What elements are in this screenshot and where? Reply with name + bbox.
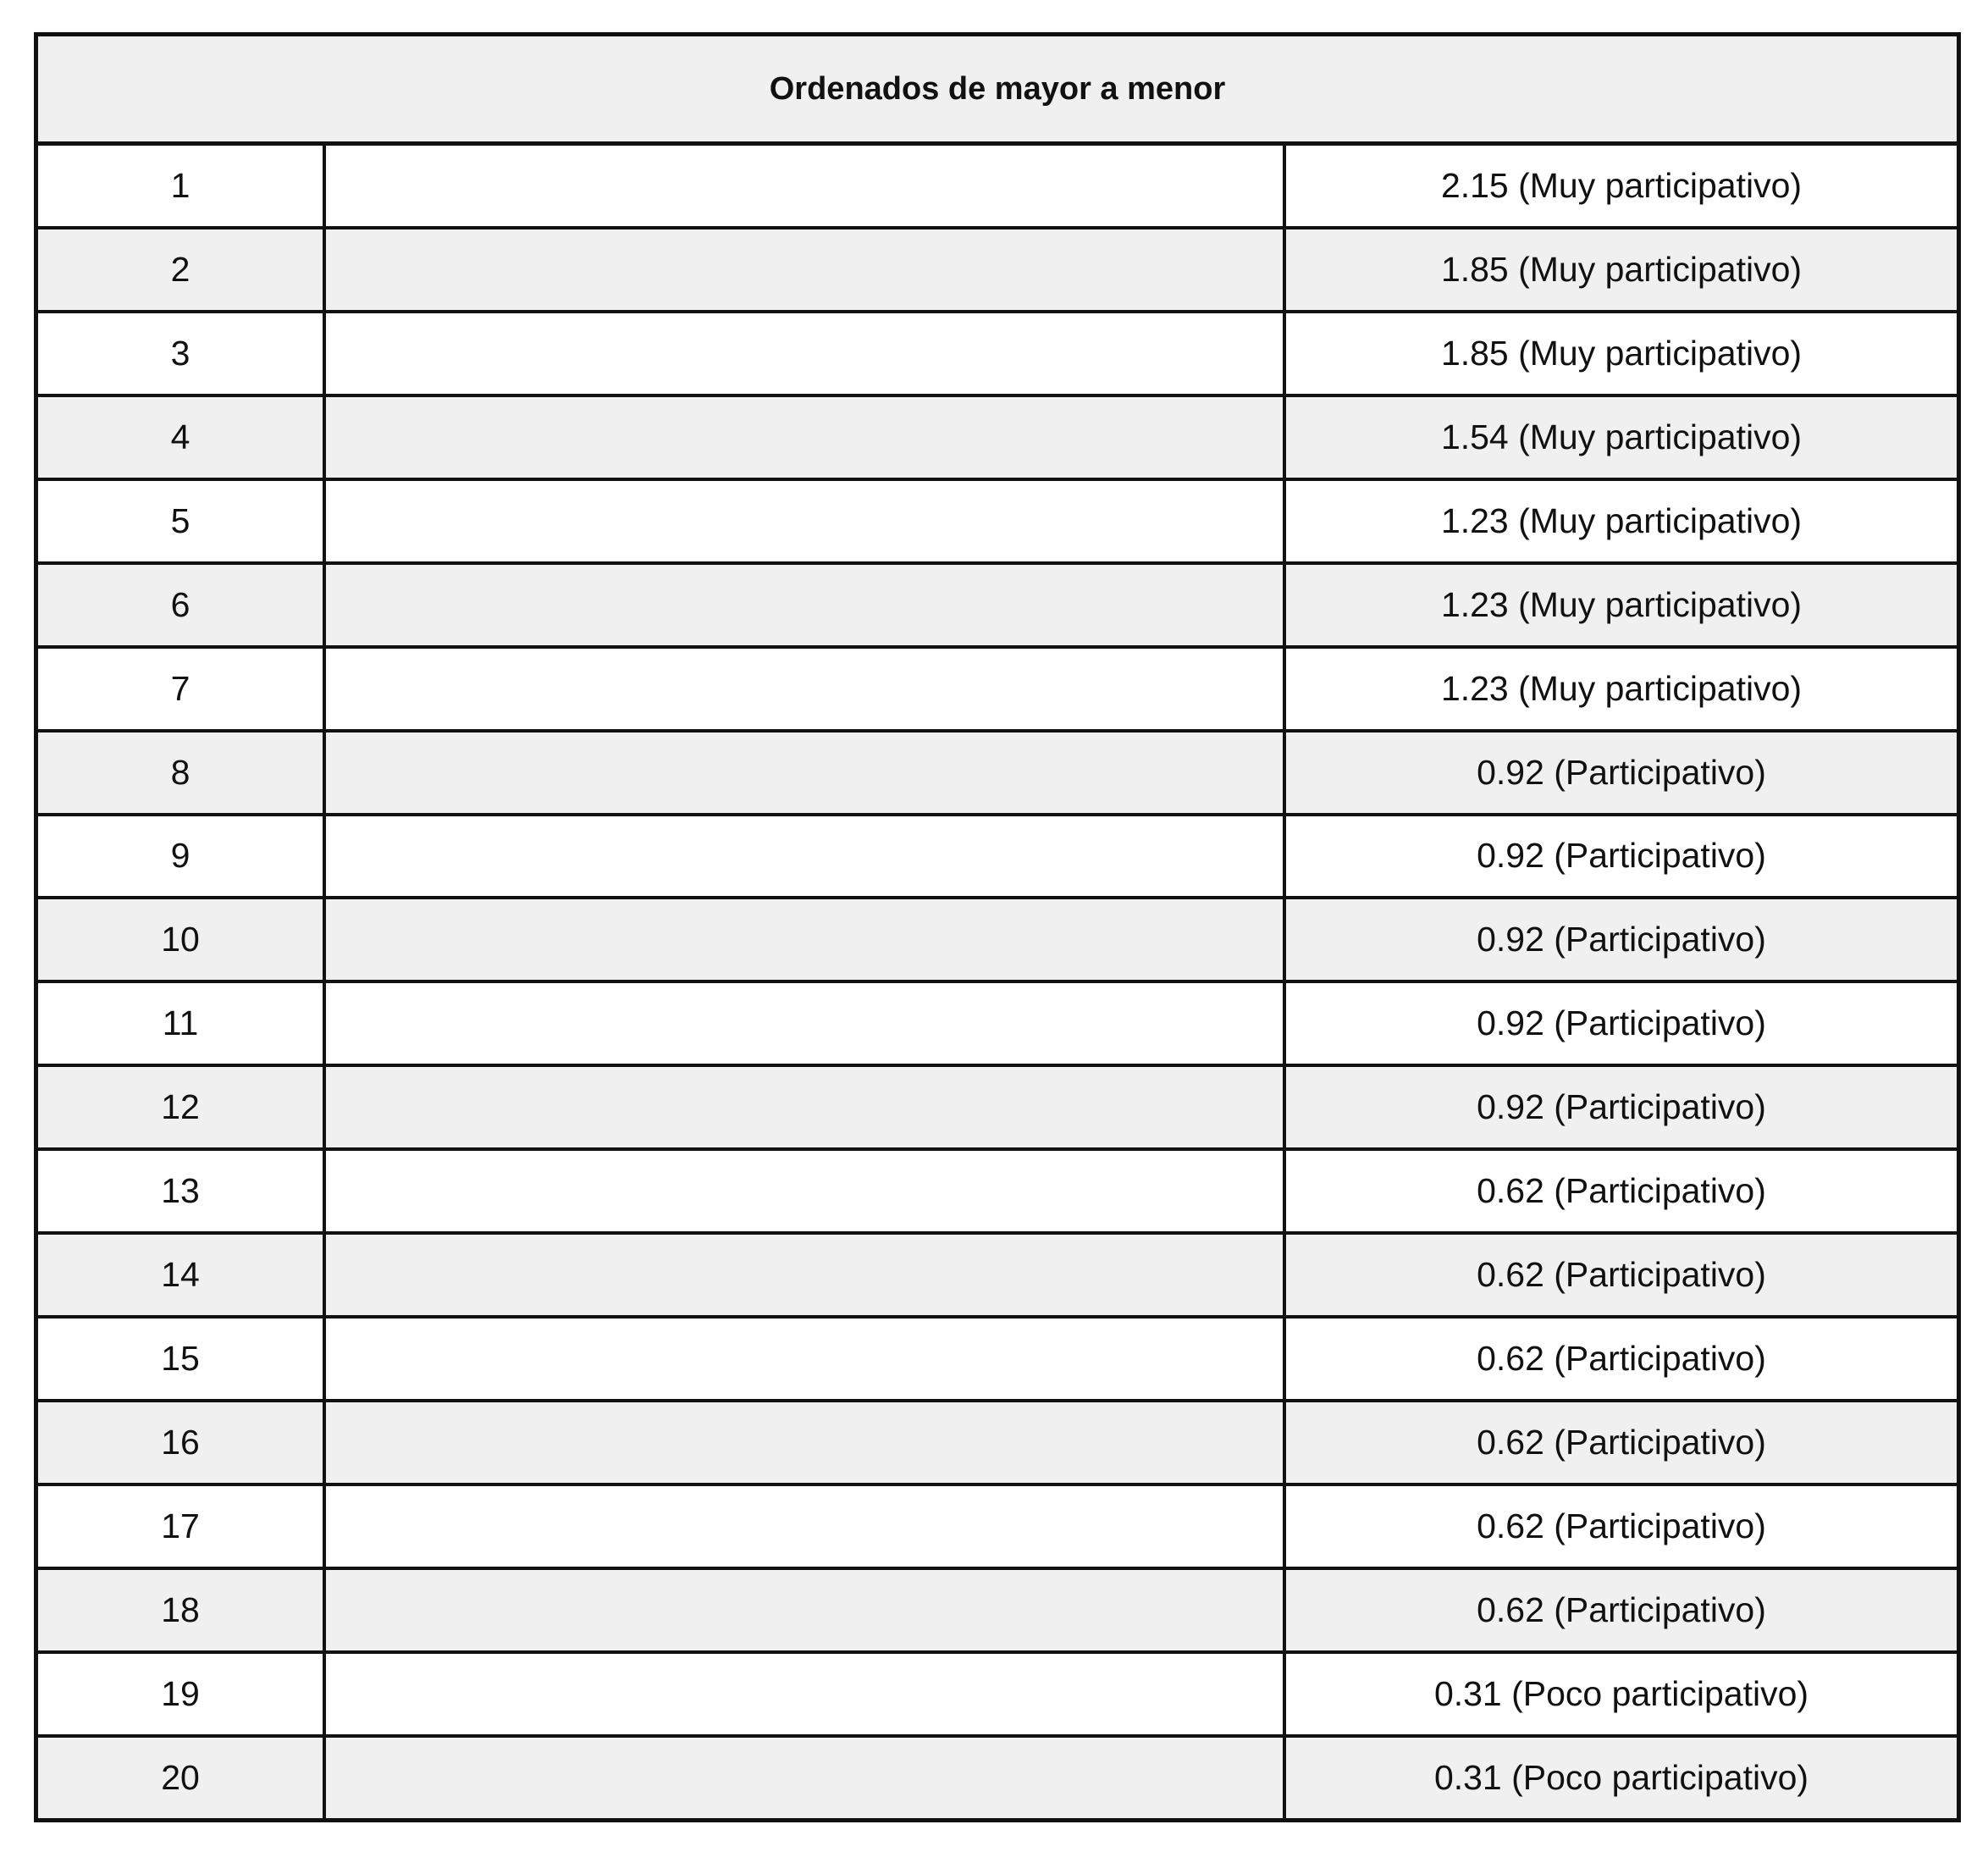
rank-cell: 17 — [38, 1484, 324, 1568]
name-cell — [324, 1233, 1284, 1317]
name-cell — [324, 1317, 1284, 1401]
table-row — [38, 479, 1957, 563]
score-cell: 0.92 (Participativo) — [1284, 815, 1957, 898]
name-cell — [324, 815, 1284, 898]
rank-cell: 10 — [38, 898, 324, 981]
score-cell: 1.85 (Muy participativo) — [1284, 228, 1957, 312]
rank-cell: 12 — [38, 1065, 324, 1149]
table-row — [38, 228, 1957, 312]
table-row — [38, 395, 1957, 479]
score-cell: 2.15 (Muy participativo) — [1284, 144, 1957, 228]
name-cell — [324, 981, 1284, 1065]
ranking-table — [38, 36, 1957, 1818]
table-row — [38, 312, 1957, 395]
score-cell: 1.23 (Muy participativo) — [1284, 479, 1957, 563]
table-row — [38, 815, 1957, 898]
table-row — [38, 563, 1957, 647]
table-row — [38, 1484, 1957, 1568]
name-cell — [324, 1568, 1284, 1652]
table-row — [38, 1401, 1957, 1484]
table-row — [38, 1568, 1957, 1652]
rank-cell: 16 — [38, 1401, 324, 1484]
name-cell — [324, 1149, 1284, 1233]
rank-cell: 3 — [38, 312, 324, 395]
table-row — [38, 1149, 1957, 1233]
score-cell: 0.92 (Participativo) — [1284, 898, 1957, 981]
score-cell: 1.85 (Muy participativo) — [1284, 312, 1957, 395]
score-cell: 1.54 (Muy participativo) — [1284, 395, 1957, 479]
score-cell: 0.62 (Participativo) — [1284, 1484, 1957, 1568]
name-cell — [324, 1401, 1284, 1484]
rank-cell: 8 — [38, 731, 324, 815]
table-row — [38, 981, 1957, 1065]
name-cell — [324, 312, 1284, 395]
score-cell: 0.92 (Participativo) — [1284, 1065, 1957, 1149]
score-cell: 0.62 (Participativo) — [1284, 1233, 1957, 1317]
table-row — [38, 144, 1957, 228]
score-cell: 0.62 (Participativo) — [1284, 1149, 1957, 1233]
name-cell — [324, 228, 1284, 312]
rank-cell: 1 — [38, 144, 324, 228]
name-cell — [324, 1484, 1284, 1568]
score-cell: 0.92 (Participativo) — [1284, 731, 1957, 815]
rank-cell: 20 — [38, 1736, 324, 1818]
score-cell: 1.23 (Muy participativo) — [1284, 647, 1957, 731]
rank-cell: 2 — [38, 228, 324, 312]
rank-cell: 6 — [38, 563, 324, 647]
name-cell — [324, 144, 1284, 228]
name-cell — [324, 898, 1284, 981]
rank-cell: 18 — [38, 1568, 324, 1652]
table-row — [38, 1233, 1957, 1317]
rank-cell: 19 — [38, 1652, 324, 1736]
table-row — [38, 731, 1957, 815]
table-row — [38, 1736, 1957, 1818]
score-cell: 0.31 (Poco participativo) — [1284, 1736, 1957, 1818]
name-cell — [324, 647, 1284, 731]
rank-cell: 7 — [38, 647, 324, 731]
name-cell — [324, 563, 1284, 647]
rank-cell: 4 — [38, 395, 324, 479]
table-row — [38, 898, 1957, 981]
score-cell: 0.92 (Participativo) — [1284, 981, 1957, 1065]
name-cell — [324, 395, 1284, 479]
name-cell — [324, 1736, 1284, 1818]
table-row — [38, 1065, 1957, 1149]
score-cell: 0.62 (Participativo) — [1284, 1568, 1957, 1652]
table-row — [38, 1652, 1957, 1736]
table-title: Ordenados de mayor a menor — [38, 36, 1957, 144]
score-cell: 0.62 (Participativo) — [1284, 1317, 1957, 1401]
rank-cell: 14 — [38, 1233, 324, 1317]
score-cell: 0.31 (Poco participativo) — [1284, 1652, 1957, 1736]
table-row — [38, 1317, 1957, 1401]
rank-cell: 9 — [38, 815, 324, 898]
rank-cell: 15 — [38, 1317, 324, 1401]
name-cell — [324, 1065, 1284, 1149]
rank-cell: 5 — [38, 479, 324, 563]
name-cell — [324, 731, 1284, 815]
ranking-table-container — [34, 32, 1961, 1822]
score-cell: 1.23 (Muy participativo) — [1284, 563, 1957, 647]
name-cell — [324, 479, 1284, 563]
name-cell — [324, 1652, 1284, 1736]
table-row — [38, 647, 1957, 731]
score-cell: 0.62 (Participativo) — [1284, 1401, 1957, 1484]
table-header-row — [38, 36, 1957, 144]
rank-cell: 13 — [38, 1149, 324, 1233]
rank-cell: 11 — [38, 981, 324, 1065]
